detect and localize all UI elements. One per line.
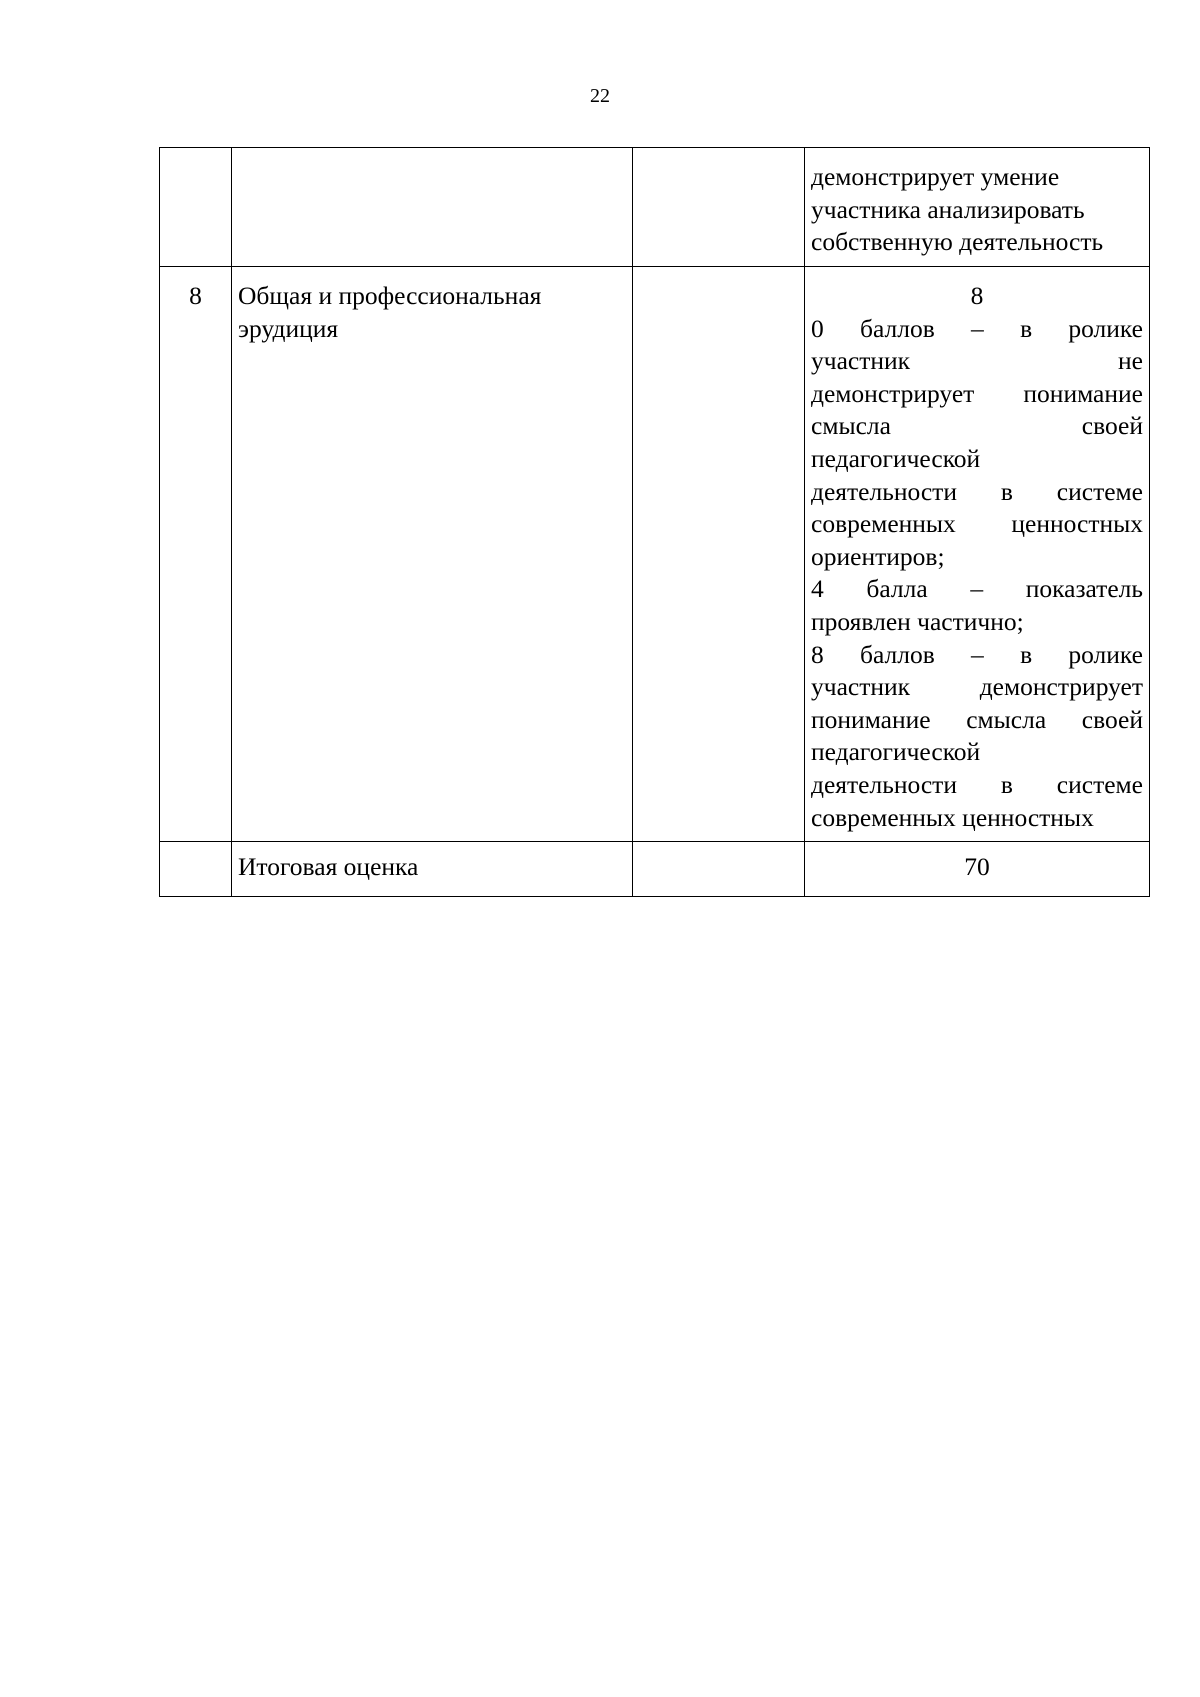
cell-number bbox=[160, 148, 232, 267]
description-line: участник демонстрирует bbox=[811, 672, 1143, 702]
description-line: 4 балла – показатель bbox=[811, 574, 1143, 604]
cell-number bbox=[160, 842, 232, 897]
cell-number: 8 bbox=[160, 267, 232, 842]
total-label: Итоговая оценка bbox=[232, 842, 633, 897]
table-row-total bbox=[160, 842, 1150, 897]
description-line: участника анализировать bbox=[811, 194, 1085, 224]
description-line: современных ценностных bbox=[811, 509, 1143, 539]
table-row-8 bbox=[160, 267, 1150, 842]
cell-empty bbox=[633, 267, 805, 842]
description-line: смысла своей bbox=[811, 411, 1143, 441]
description-line: ориентиров; bbox=[811, 541, 945, 571]
total-value: 70 bbox=[805, 842, 1150, 897]
cell-criterion-name bbox=[232, 148, 633, 267]
description-line: деятельности в системе bbox=[811, 769, 1143, 799]
description-line: демонстрирует понимание bbox=[811, 378, 1143, 408]
description-line: 8 баллов – в ролике bbox=[811, 639, 1143, 669]
criterion-name-line: Общая и профессиональная bbox=[238, 281, 542, 310]
description-line: 0 баллов – в ролике bbox=[811, 313, 1143, 343]
cell-score-description bbox=[805, 267, 1150, 842]
cell-criterion-name bbox=[232, 267, 633, 842]
cell-empty bbox=[633, 148, 805, 267]
page-number: 22 bbox=[590, 85, 610, 107]
description-line: проявлен частично; bbox=[811, 606, 1024, 636]
description-line: педагогической bbox=[811, 737, 981, 767]
description-line: деятельности в системе bbox=[811, 476, 1143, 506]
description-line: собственную деятельность bbox=[811, 227, 1104, 257]
description-line: понимание смысла своей bbox=[811, 704, 1143, 734]
description-line: участник не bbox=[811, 346, 1143, 376]
description-line: демонстрирует умение bbox=[811, 162, 1060, 191]
cell-criterion-description bbox=[805, 148, 1150, 267]
description-line: современных ценностных bbox=[811, 802, 1094, 832]
criterion-name-line: эрудиция bbox=[238, 313, 339, 343]
description-line: педагогической bbox=[811, 443, 981, 473]
cell-empty bbox=[633, 842, 805, 897]
max-score: 8 bbox=[970, 281, 984, 310]
table-row-continuation bbox=[160, 148, 1150, 267]
criteria-table bbox=[159, 147, 1150, 897]
